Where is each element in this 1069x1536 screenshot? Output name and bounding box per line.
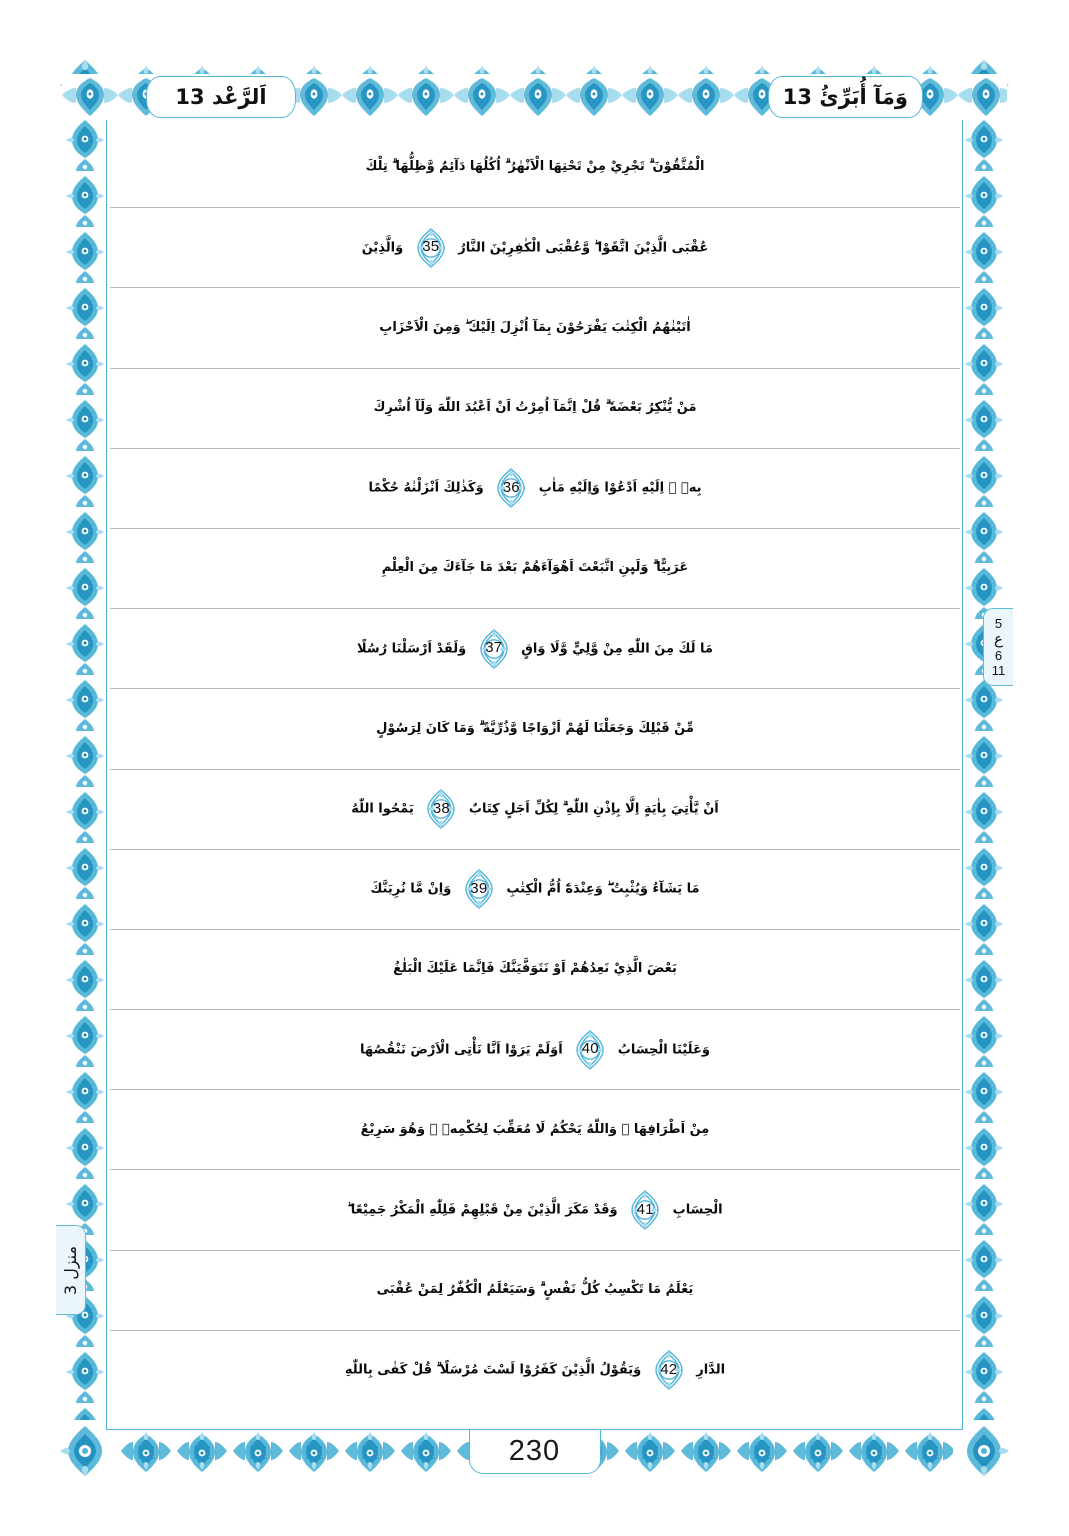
quran-line-text bbox=[110, 1030, 960, 1070]
page-number: 230 bbox=[508, 1435, 561, 1467]
manzil-label: منزل 3 bbox=[61, 1245, 80, 1295]
verse-text-before: الْحِسَابِ bbox=[668, 1202, 723, 1218]
ruku-marker-right bbox=[983, 608, 1013, 686]
page-header bbox=[62, 74, 1007, 120]
page-number-holder bbox=[469, 1430, 601, 1474]
verse-text-after: يَمْحُوا اللّٰهُ bbox=[351, 801, 419, 817]
verse-text-before: وَعَلَيْنَا الْحِسَابُ bbox=[613, 1042, 710, 1058]
verse-number-marker bbox=[570, 1030, 610, 1070]
verse-number: 38 bbox=[432, 799, 450, 817]
juz-cartouche bbox=[768, 76, 923, 118]
border-band-right bbox=[961, 62, 1007, 1474]
quran-line bbox=[110, 1010, 960, 1090]
verse-number: 41 bbox=[636, 1200, 654, 1218]
quran-line-text bbox=[110, 1350, 960, 1390]
quran-line bbox=[110, 449, 960, 529]
verse-text-after: وَيَقُوْلُ الَّذِيْنَ كَفَرُوْا لَسْتَ مُرْسَلًا ۗ قُلْ كَفٰى بِاللّٰهِ bbox=[344, 1362, 646, 1378]
quran-line bbox=[110, 369, 960, 449]
quran-line bbox=[110, 930, 960, 1010]
quran-line bbox=[110, 288, 960, 368]
verse-number-marker bbox=[491, 468, 531, 508]
verse-number-marker bbox=[625, 1190, 665, 1230]
quran-line-text bbox=[110, 869, 960, 909]
quran-line bbox=[110, 529, 960, 609]
verse-number-marker bbox=[459, 869, 499, 909]
quran-line-text: مِنْ اَطْرَافِهَا ۗ وَاللّٰهُ يَحْكُمُ لَا مُعَقِّبَ لِحُكْمِهٖ ۗ وَهُوَ سَرِيْعُ bbox=[360, 1121, 710, 1137]
quran-line bbox=[110, 770, 960, 850]
quran-line bbox=[110, 689, 960, 769]
ruku-extra-number: 11 bbox=[991, 662, 1006, 678]
quran-line bbox=[110, 1251, 960, 1331]
quran-line bbox=[110, 1331, 960, 1410]
verse-number-marker bbox=[474, 629, 514, 669]
quran-line-text bbox=[110, 468, 960, 508]
juz-label: وَمَآ أُبَرِّئُ 13 bbox=[782, 84, 908, 109]
verse-number: 36 bbox=[502, 478, 520, 496]
quran-line bbox=[110, 1170, 960, 1250]
quran-line-text: مَنْ يُّنْكِرُ بَعْضَهٗ ۗ قُلْ اِنَّمَآ اُمِرْتُ اَنْ اَعْبُدَ اللّٰهَ وَلَآ اُشْرِكَ bbox=[373, 399, 697, 415]
verse-text-before: بِهٖ ۗ اِلَيْهِ اَدْعُوْا وَاِلَيْهِ مَاٰبِ bbox=[534, 480, 702, 496]
quran-line-text: يَعْلَمُ مَا تَكْسِبُ كُلُّ نَفْسٍ ۗ وَسَيَعْلَمُ الْكُفّٰرُ لِمَنْ عُقْبَى bbox=[376, 1281, 694, 1297]
ruku-symbol: ع bbox=[994, 630, 1003, 649]
verse-text-before: الدَّارِ bbox=[691, 1362, 726, 1378]
verse-number: 39 bbox=[470, 879, 488, 897]
manzil-marker-left bbox=[56, 1225, 86, 1315]
verse-number: 35 bbox=[422, 238, 440, 256]
verse-text-before: عُقْبَى الَّذِيْنَ اتَّقَوْا ۖ وَّعُقْبَى الْكٰفِرِيْنَ النَّارُ bbox=[453, 240, 709, 256]
quran-line-text bbox=[110, 228, 960, 268]
verse-number-marker bbox=[421, 789, 461, 829]
quran-line-text: مِّنْ قَبْلِكَ وَجَعَلْنَا لَهُمْ اَزْوَاجًا وَّذُرِّيَّةً ۗ وَمَا كَانَ لِرَسُوْلٍ bbox=[376, 720, 694, 736]
verse-text-after: وَلَقَدْ اَرْسَلْنَا رُسُلًا bbox=[357, 641, 471, 657]
quran-line-text bbox=[110, 1190, 960, 1230]
quran-line-text: عَرَبِيًّا ۗ وَلَىِٕنِ اتَّبَعْتَ اَهْوَآءَهُمْ بَعْدَ مَا جَآءَكَ مِنَ الْعِلْمِ bbox=[381, 560, 689, 576]
quran-line-text bbox=[110, 789, 960, 829]
quran-line-text: الْمُتَّقُوْنَ ۗ تَجْرِيْ مِنْ تَحْتِهَا الْاَنْهٰرُ ۗ اُكُلُهَا دَآئِمٌ وَّظِلُّهَا ۗ تِلْكَ bbox=[365, 159, 705, 175]
surah-cartouche bbox=[146, 76, 296, 118]
verse-text-before: اَنْ يَّأْتِيَ بِاٰيَةٍ اِلَّا بِاِذْنِ اللّٰهِ ۗ لِكُلِّ اَجَلٍ كِتَابٌ bbox=[464, 801, 719, 817]
verse-text-after: وَاِنْ مَّا نُرِيَنَّكَ bbox=[370, 881, 456, 897]
ruku-bottom-number: 6 bbox=[994, 647, 1003, 663]
verse-number: 42 bbox=[660, 1361, 678, 1378]
quran-line-text bbox=[110, 629, 960, 669]
quran-line bbox=[110, 1090, 960, 1170]
verse-text-before: مَا يَشَآءُ وَيُثْبِتُ ۖ وَعِنْدَهٗٓ اُمُّ الْكِتٰبِ bbox=[501, 881, 700, 897]
quran-text-block bbox=[110, 128, 960, 1410]
ruku-top-number: 5 bbox=[994, 615, 1003, 631]
verse-text-after: وَقَدْ مَكَرَ الَّذِيْنَ مِنْ قَبْلِهِمْ فَلِلّٰهِ الْمَكْرُ جَمِيْعًا ۖ bbox=[347, 1202, 623, 1218]
verse-number-marker bbox=[649, 1350, 689, 1390]
quran-line-text: اٰتَيْنٰهُمُ الْكِتٰبَ يَفْرَحُوْنَ بِمَآ اُنْزِلَ اِلَيْكَ ۖ وَمِنَ الْاَحْزَابِ bbox=[379, 319, 691, 335]
verse-text-after: وَكَذٰلِكَ اَنْزَلْنٰهُ حُكْمًا bbox=[368, 480, 489, 496]
verse-number: 37 bbox=[485, 639, 503, 657]
quran-line bbox=[110, 128, 960, 208]
quran-line bbox=[110, 609, 960, 689]
verse-text-before: مَا لَكَ مِنَ اللّٰهِ مِنْ وَّلِيٍّ وَّلَا وَاقٍ bbox=[516, 641, 713, 657]
quran-line-text: بَعْضَ الَّذِيْ نَعِدُهُمْ اَوْ نَتَوَفَّيَنَّكَ فَاِنَّمَا عَلَيْكَ الْبَلٰغُ bbox=[393, 961, 677, 977]
verse-number-marker bbox=[411, 228, 451, 268]
quran-line bbox=[110, 208, 960, 288]
surah-label: اَلرَّعْد 13 bbox=[175, 84, 267, 109]
quran-line bbox=[110, 850, 960, 930]
verse-text-after: وَالَّذِيْنَ bbox=[361, 240, 408, 256]
verse-text-after: اَوَلَمْ يَرَوْا اَنَّا نَأْتِى الْاَرْضَ نَنْقُصُهَا bbox=[360, 1042, 568, 1058]
verse-number: 40 bbox=[581, 1040, 599, 1058]
